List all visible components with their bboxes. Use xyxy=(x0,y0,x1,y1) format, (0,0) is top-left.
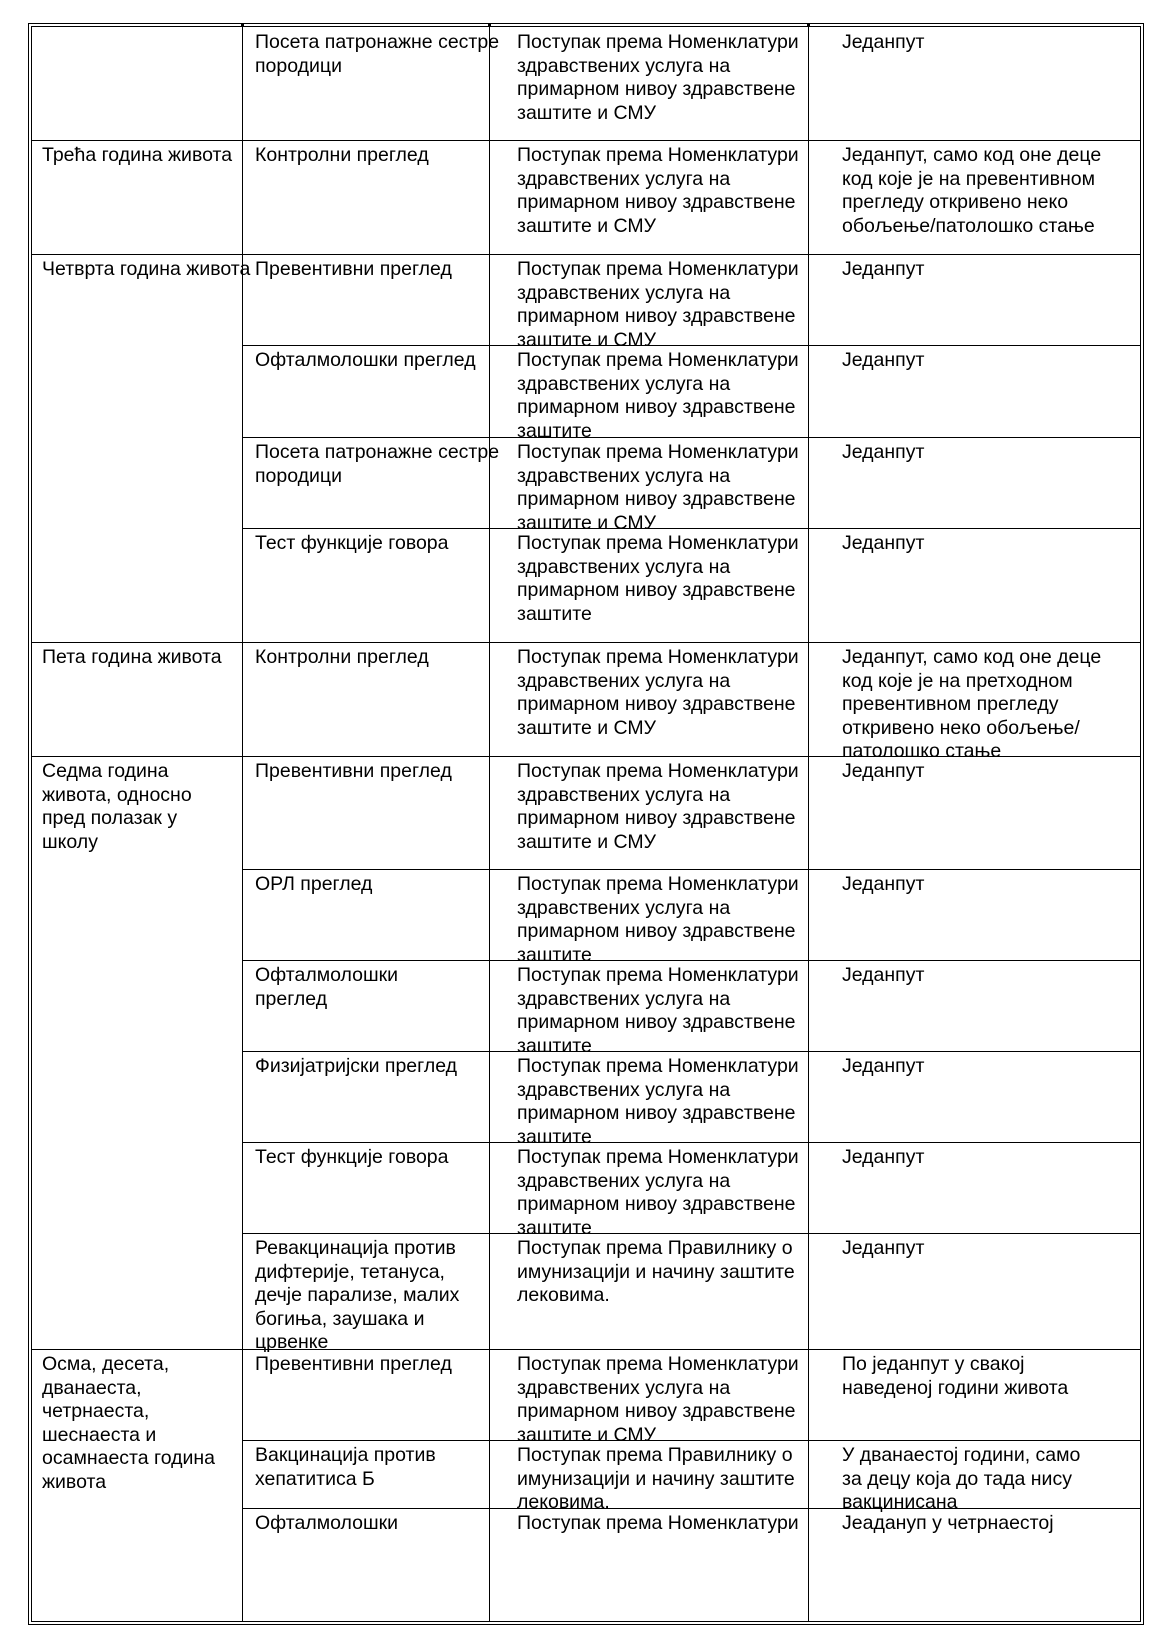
service-cell: Превентивни преглед xyxy=(255,760,452,782)
service-cell: Посета патронажне сестре породици xyxy=(255,31,500,77)
method-cell: Поступак према Номенклатури здравствених услуга на примарном нивоу здравствене заштите xyxy=(517,1055,799,1148)
method-cell: Поступак према Номенклатури здравствених услуга на примарном нивоу здравствене заштите xyxy=(517,873,799,966)
frequency-cell: Једанпут xyxy=(842,873,925,895)
method-cell: Поступак према Номенклатури здравствених услуга на примарном нивоу здравствене заштите и СМУ xyxy=(517,1353,799,1446)
method-cell: Поступак према Номенклатури здравствених услуга на примарном нивоу здравствене заштите и СМУ xyxy=(517,258,799,351)
column-tick xyxy=(241,23,244,26)
age-cell: Четврта година живота xyxy=(42,258,251,280)
method-cell: Поступак према Номенклатури здравствених услуга на примарном нивоу здравствене заштите и СМУ xyxy=(517,760,799,853)
frequency-cell: По једанпут у свакој наведеној години живота xyxy=(842,1353,1069,1399)
column-tick xyxy=(807,23,810,26)
method-cell: Поступак према Правилнику о имунизацији и начину заштите лековима. xyxy=(517,1237,795,1307)
method-cell: Поступак према Номенклатури здравствених услуга на примарном нивоу здравствене заштите xyxy=(517,964,799,1057)
method-cell: Поступак према Номенклатури здравствених услуга на примарном нивоу здравствене заштите и СМУ xyxy=(517,646,799,739)
service-cell: Превентивни преглед xyxy=(255,1353,452,1375)
service-cell: Офталмолошки xyxy=(255,1512,399,1534)
frequency-cell: Једанпут xyxy=(842,532,925,554)
frequency-cell: У дванаестој години, само за децу која до тада нису вакцинисана xyxy=(842,1444,1081,1514)
row-divider xyxy=(32,140,1140,141)
age-cell: Пета година живота xyxy=(42,646,222,668)
row-divider xyxy=(32,1349,1140,1350)
frequency-cell: Једанпут, само код оне деце код које је на превентивном прегледу откривено неко обољење/патолошко стање xyxy=(842,144,1102,237)
method-cell: Поступак према Номенклатури здравствених услуга на примарном нивоу здравствене заштите и СМУ xyxy=(517,31,799,124)
service-cell: Физијатријски преглед xyxy=(255,1055,457,1077)
frequency-cell: Једанпут xyxy=(842,258,925,280)
method-cell: Поступак према Номенклатури здравствених услуга на примарном нивоу здравствене заштите xyxy=(517,1146,799,1239)
method-cell: Поступак према Номенклатури здравствених услуга на примарном нивоу здравствене заштите xyxy=(517,349,799,442)
service-cell: ОРЛ преглед xyxy=(255,873,373,895)
frequency-cell: Једанпут xyxy=(842,349,925,371)
age-cell: Осма, десета, дванаеста, четрнаеста, шеснаеста и осамнаеста година живота xyxy=(42,1353,216,1493)
frequency-cell: Једанпут xyxy=(842,1146,925,1168)
row-divider xyxy=(32,254,1140,255)
frequency-cell: Једанпут xyxy=(842,441,925,463)
service-cell: Превентивни преглед xyxy=(255,258,452,280)
method-cell: Поступак према Номенклатури xyxy=(517,1512,799,1534)
service-cell: Офталмолошки преглед xyxy=(255,964,399,1010)
column-tick xyxy=(488,23,491,26)
frequency-cell: Једанпут, само код оне деце код које је на претходном превентивном прегледу откривено неко обољење/патолошко стање xyxy=(842,646,1102,763)
age-cell: Седма година живота, односно пред полазак у школу xyxy=(42,760,192,853)
method-cell: Поступак према Номенклатури здравствених услуга на примарном нивоу здравствене заштите и СМУ xyxy=(517,144,799,237)
service-cell: Контролни преглед xyxy=(255,144,429,166)
frequency-cell: Једанпут xyxy=(842,1055,925,1077)
frequency-cell: Једанпут xyxy=(842,1237,925,1259)
service-cell: Вакцинација против хепатитиса Б xyxy=(255,1444,436,1490)
service-cell: Контролни преглед xyxy=(255,646,429,668)
row-divider xyxy=(242,869,1140,870)
service-cell: Офталмолошки преглед xyxy=(255,349,476,371)
age-cell: Трећа година живота xyxy=(42,144,233,166)
frequency-cell: Једанпут xyxy=(842,964,925,986)
frequency-cell: Јеадануп у четрнаестој xyxy=(842,1512,1054,1534)
method-cell: Поступак према Правилнику о имунизацији и начину заштите лековима. xyxy=(517,1444,795,1514)
service-cell: Посета патронажне сестре породици xyxy=(255,441,500,487)
frequency-cell: Једанпут xyxy=(842,31,925,53)
service-cell: Тест функције говора xyxy=(255,1146,449,1168)
method-cell: Поступак према Номенклатури здравствених услуга на примарном нивоу здравствене заштите xyxy=(517,532,799,625)
service-cell: Тест функције говора xyxy=(255,532,449,554)
frequency-cell: Једанпут xyxy=(842,760,925,782)
document-page xyxy=(28,23,1144,1625)
row-divider xyxy=(32,642,1140,643)
method-cell: Поступак према Номенклатури здравствених услуга на примарном нивоу здравствене заштите и СМУ xyxy=(517,441,799,534)
service-cell: Ревакцинација против дифтерије, тетануса, дечје парализе, малих богиња, заушака и црвенке xyxy=(255,1237,460,1354)
